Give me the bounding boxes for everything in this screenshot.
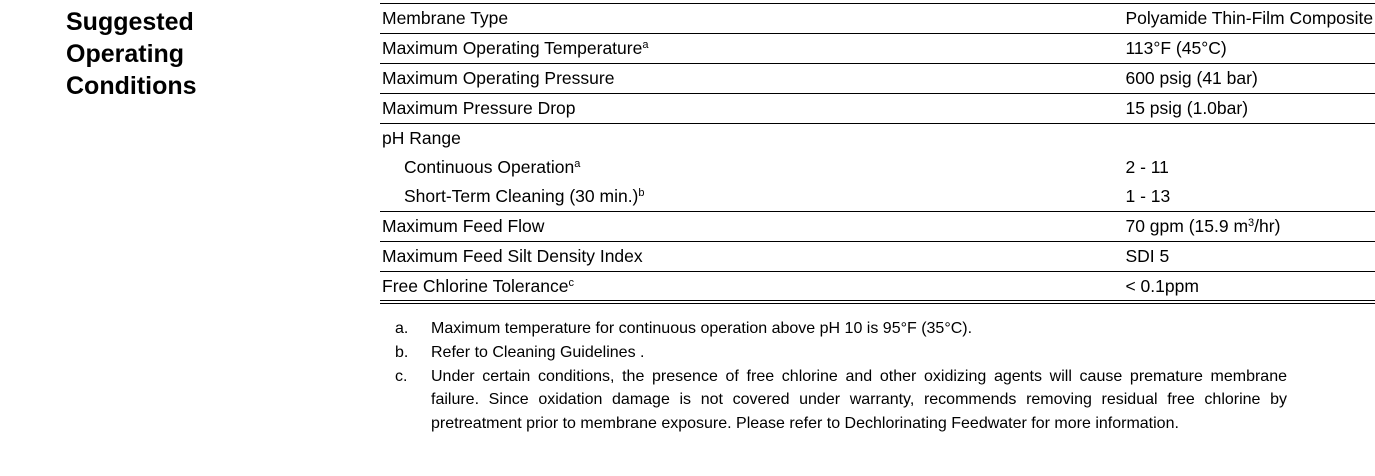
table-row [380,153,1375,182]
row-value: 70 gpm (15.9 $m^3/hr$) [650,212,1375,242]
table-row [380,242,1375,272]
operating-conditions-table [380,3,1375,304]
row-value: < 0.1ppm [650,272,1375,303]
row-label: Membrane Type [380,4,650,34]
footnote-marker: c. [395,367,408,385]
row-value: 2 - 11 [1125,157,1169,177]
table-row [380,272,1375,303]
row-value: Polyamide Thin-Film Composite [650,4,1375,34]
footnote-text: Maximum temperature for continuous operation above pH 10 is 95°F (35°C). [431,320,973,337]
heading-line: Conditions [66,72,197,100]
table-row [380,4,1375,34]
row-label: Short-Term Cleaning (30 min.)$^b$ [380,182,650,212]
table-row [380,64,1375,94]
row-value: 113°F (45°C) [650,34,1375,64]
table-row [380,34,1375,64]
footnote-text: Under certain conditions, the presence of free chlorine and other oxidizing agents will cause premature membrane failure. Since oxidation damage is not covered under warranty, recommends removing residual free chlorine by pretreatment prior to membrane exposure. Please refer to Dechlorinating Feedwater for more information. [431,367,1287,433]
row-label: Maximum Feed Flow [380,212,650,242]
row-label: Maximum Operating Temperature$^a$ [380,34,650,64]
footnote-marker: b. [395,343,409,361]
table-row [380,212,1375,242]
row-label: Maximum Operating Pressure [380,64,650,94]
row-value: 15 psig (1.0bar) [650,94,1375,124]
heading-line: Suggested [66,8,194,36]
footnote [395,317,1295,341]
table-row [380,182,1375,212]
footnote [395,365,1295,436]
row-value [650,124,1375,154]
row-value: 1 - 13 [650,182,1375,212]
footnote [395,341,1295,365]
row-value: SDI 5 [650,242,1375,272]
row-label: Maximum Pressure Drop [380,94,650,124]
section-heading [66,6,286,102]
heading-line: Operating [66,40,185,68]
table-row [380,124,1375,154]
row-label: Maximum Feed Silt Density Index [380,242,650,272]
footnote-text: Refer to Cleaning Guidelines . [431,343,645,361]
footnote-marker: a. [395,320,409,337]
row-label: pH Range [382,128,461,148]
row-label: Free Chlorine Tolerance$^c$ [380,272,650,303]
table-row [380,94,1375,124]
row-label: Continuous Operation$^a$ [404,157,581,177]
row-value: 600 psig (41 bar) [650,64,1375,94]
footnotes [395,317,1295,436]
